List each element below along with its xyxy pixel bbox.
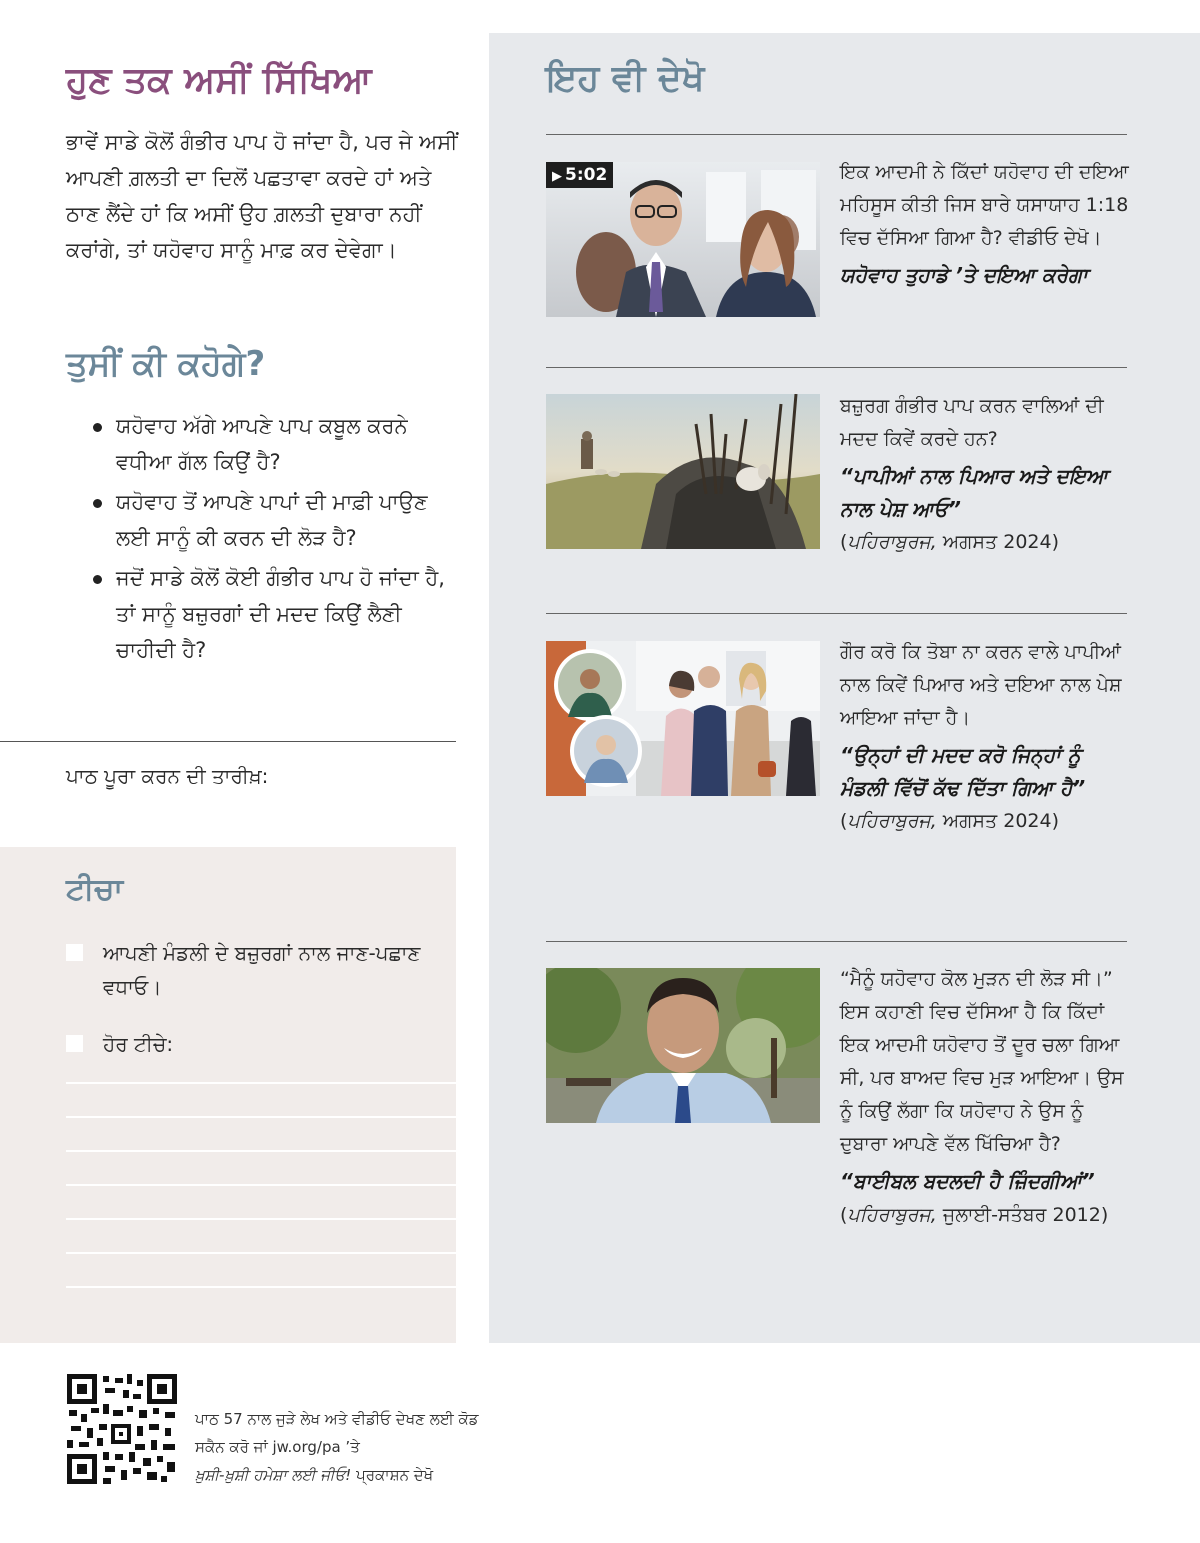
issue-date: ਅਗਸਤ 2024 [942, 810, 1052, 832]
see-also-item [840, 636, 1130, 838]
see-also-item [840, 156, 1130, 292]
goal-section [0, 847, 456, 1343]
issue-date: ਜੁਲਾਈ-ਸਤੰਬਰ 2012 [942, 1204, 1101, 1226]
completion-date-label: ਪਾਠ ਪੂਰਾ ਕਰਨ ਦੀ ਤਾਰੀਖ਼: [66, 764, 269, 788]
goal-checkbox[interactable] [66, 1035, 83, 1052]
writing-line[interactable] [66, 1286, 456, 1288]
item-title-link[interactable]: ਯਹੋਵਾਹ ਤੁਹਾਡੇ ’ਤੇ ਦਇਆ ਕਰੇਗਾ [840, 263, 1088, 287]
footer-note: ਪਾਠ 57 ਨਾਲ ਜੁੜੇ ਲੇਖ ਅਤੇ ਵੀਡੀਓ ਦੇਖਣ ਲਈ ਕੋਡ ਸਕੈਨ ਕਰੋ ਜਾਂ jw.org/pa ’ਤੇ ਖ਼ੁਸ਼ੀ-ਖ਼ੁਸ਼ੀ ਹਮੇਸ਼ਾ ਲਈ ਜੀਓ! ਪ੍ਰਕਾਸ਼ਨ ਦੇਖੋ [195, 1410, 479, 1484]
goal-text: ਹੋਰ ਟੀਚੇ: [103, 1032, 174, 1056]
goal-item [66, 936, 446, 1004]
play-icon: ▶ [552, 169, 562, 184]
video-duration-badge: ▶ 5:02 [546, 162, 613, 188]
item-divider [546, 941, 1127, 942]
writing-line[interactable] [66, 1116, 456, 1118]
item-source: (ਪਹਿਰਾਬੁਰਜ, ਜੁਲਾਈ-ਸਤੰਬਰ 2012) [840, 1204, 1109, 1226]
section-divider [0, 741, 456, 742]
writing-line[interactable] [66, 1252, 456, 1254]
item-description: ਬਜ਼ੁਰਗ ਗੰਭੀਰ ਪਾਪ ਕਰਨ ਵਾਲਿਆਂ ਦੀ ਮਦਦ ਕਿਵੇਂ ਕਰਦੇ ਹਨ? [840, 395, 1104, 450]
issue-date: ਅਗਸਤ 2024 [942, 531, 1052, 553]
item-divider [546, 367, 1127, 368]
see-also-item [840, 963, 1130, 1232]
goal-text: ਆਪਣੀ ਮੰਡਲੀ ਦੇ ਬਜ਼ੁਰਗਾਂ ਨਾਲ ਜਾਣ-ਪਛਾਣ ਵਧਾਓ। [103, 941, 421, 999]
qr-code-icon[interactable] [67, 1374, 177, 1484]
writing-line[interactable] [66, 1082, 456, 1084]
learned-heading: ਹੁਣ ਤਕ ਅਸੀਂ ਸਿੱਖਿਆ [66, 60, 372, 101]
writing-line[interactable] [66, 1184, 456, 1186]
item-description: ਗੌਰ ਕਰੋ ਕਿ ਤੋਬਾ ਨਾ ਕਰਨ ਵਾਲੇ ਪਾਪੀਆਂ ਨਾਲ ਕਿਵੇਂ ਪਿਆਰ ਅਤੇ ਦਇਆ ਨਾਲ ਪੇਸ਼ ਆਇਆ ਜਾਂਦਾ ਹੈ। [840, 641, 1122, 729]
item-divider [546, 613, 1127, 614]
review-questions-heading: ਤੁਸੀਂ ਕੀ ਕਹੋਗੇ? [66, 344, 266, 384]
review-question: ਯਹੋਵਾਹ ਅੱਗੇ ਆਪਣੇ ਪਾਪ ਕਬੂਲ ਕਰਨੇ ਵਧੀਆ ਗੱਲ ਕਿਉਂ ਹੈ? [90, 408, 460, 480]
article-thumbnail[interactable] [546, 394, 820, 549]
item-title-link[interactable]: “ਬਾਈਬਲ ਬਦਲਦੀ ਹੈ ਜ਼ਿੰਦਗੀਆਂ” (ਪਹਿਰਾਬੁਰਜ, ਜੁਲਾਈ-ਸਤੰਬਰ 2012) [840, 1169, 1109, 1226]
publication-name: ਪਹਿਰਾਬੁਰਜ, [847, 531, 937, 553]
book-title: ਖ਼ੁਸ਼ੀ-ਖ਼ੁਸ਼ੀ ਹਮੇਸ਼ਾ ਲਈ ਜੀਓ! [195, 1466, 352, 1484]
item-divider [546, 134, 1127, 135]
video-thumbnail[interactable] [546, 162, 820, 317]
publication-name: ਪਹਿਰਾਬੁਰਜ, [847, 1204, 937, 1226]
writing-line[interactable] [66, 1150, 456, 1152]
see-also-item [840, 390, 1130, 559]
goal-checkbox[interactable] [66, 944, 83, 961]
item-description: “ਮੈਨੂੰ ਯਹੋਵਾਹ ਕੋਲ ਮੁੜਨ ਦੀ ਲੋੜ ਸੀ।” ਇਸ ਕਹਾਣੀ ਵਿਚ ਦੱਸਿਆ ਹੈ ਕਿ ਕਿੱਦਾਂ ਇਕ ਆਦਮੀ ਯਹੋਵਾਹ ਤੋਂ ਦੂਰ ਚਲਾ ਗਿਆ ਸੀ, ਪਰ ਬਾਅਦ ਵਿਚ ਮੁੜ ਆਇਆ। ਉਸ ਨੂੰ ਕਿਉਂ ਲੱਗਾ ਕਿ ਯਹੋਵਾਹ ਨੇ ਉਸ ਨੂੰ ਦੁਬਾਰਾ ਆਪਣੇ ਵੱਲ ਖਿੱਚਿਆ ਹੈ? [840, 968, 1124, 1155]
article-thumbnail[interactable] [546, 641, 820, 796]
item-title-link[interactable]: “ਪਾਪੀਆਂ ਨਾਲ ਪਿਆਰ ਅਤੇ ਦਇਆ ਨਾਲ ਪੇਸ਼ ਆਓ” [840, 464, 1108, 521]
article-thumbnail[interactable] [546, 968, 820, 1123]
item-source: (ਪਹਿਰਾਬੁਰਜ, ਅਗਸਤ 2024) [840, 810, 1060, 832]
item-title-link[interactable]: “ਉਨ੍ਹਾਂ ਦੀ ਮਦਦ ਕਰੋ ਜਿਨ੍ਹਾਂ ਨੂੰ ਮੰਡਲੀ ਵਿੱਚੋਂ ਕੱਢ ਦਿੱਤਾ ਗਿਆ ਹੈ” [840, 743, 1086, 800]
learned-summary: ਭਾਵੇਂ ਸਾਡੇ ਕੋਲੋਂ ਗੰਭੀਰ ਪਾਪ ਹੋ ਜਾਂਦਾ ਹੈ, ਪਰ ਜੇ ਅਸੀਂ ਆਪਣੀ ਗ਼ਲਤੀ ਦਾ ਦਿਲੋਂ ਪਛਤਾਵਾ ਕਰਦੇ ਹਾਂ ਅਤੇ ਠਾਣ ਲੈਂਦੇ ਹਾਂ ਕਿ ਅਸੀਂ ਉਹ ਗ਼ਲਤੀ ਦੁਬਾਰਾ ਨਹੀਂ ਕਰਾਂਗੇ, ਤਾਂ ਯਹੋਵਾਹ ਸਾਨੂੰ ਮਾਫ਼ ਕਰ ਦੇਵੇਗਾ। [66, 130, 458, 262]
item-source: (ਪਹਿਰਾਬੁਰਜ, ਅਗਸਤ 2024) [840, 531, 1060, 553]
publication-name: ਪਹਿਰਾਬੁਰਜ, [847, 810, 937, 832]
review-question: ਜਦੋਂ ਸਾਡੇ ਕੋਲੋਂ ਕੋਈ ਗੰਭੀਰ ਪਾਪ ਹੋ ਜਾਂਦਾ ਹੈ, ਤਾਂ ਸਾਨੂੰ ਬਜ਼ੁਰਗਾਂ ਦੀ ਮਦਦ ਕਿਉਂ ਲੈਣੀ ਚਾਹੀਦੀ ਹੈ? [90, 560, 460, 668]
see-also-heading: ਇਹ ਵੀ ਦੇਖੋ [546, 58, 705, 99]
item-description: ਇਕ ਆਦਮੀ ਨੇ ਕਿੱਦਾਂ ਯਹੋਵਾਹ ਦੀ ਦਇਆ ਮਹਿਸੂਸ ਕੀਤੀ ਜਿਸ ਬਾਰੇ ਯਸਾਯਾਹ 1:18 ਵਿਚ ਦੱਸਿਆ ਗਿਆ ਹੈ? ਵੀਡੀਓ ਦੇਖੋ। [840, 161, 1129, 249]
review-questions-list [90, 408, 460, 672]
writing-line[interactable] [66, 1218, 456, 1220]
review-question: ਯਹੋਵਾਹ ਤੋਂ ਆਪਣੇ ਪਾਪਾਂ ਦੀ ਮਾਫ਼ੀ ਪਾਉਣ ਲਈ ਸਾਨੂੰ ਕੀ ਕਰਨ ਦੀ ਲੋੜ ਹੈ? [90, 484, 460, 556]
goal-item [66, 1027, 446, 1061]
goal-heading: ਟੀਚਾ [66, 872, 124, 907]
